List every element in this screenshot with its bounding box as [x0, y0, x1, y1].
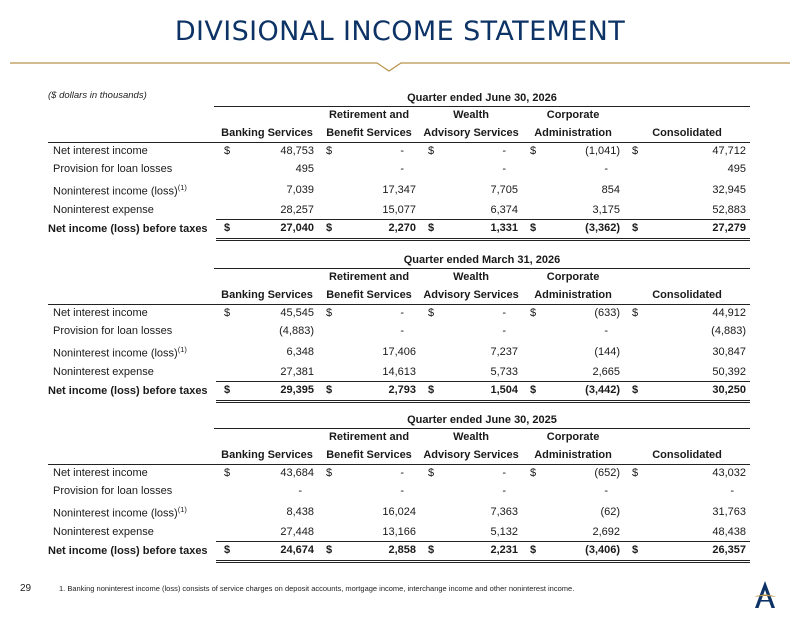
cell-value: 2,665 [538, 364, 624, 382]
period-heading: Quarter ended June 30, 2026 [214, 92, 750, 107]
page-number: 29 [20, 583, 32, 594]
currency-symbol [420, 202, 436, 220]
currency-symbol: $ [522, 382, 538, 402]
cell-value: 27,448 [232, 524, 318, 542]
currency-symbol: $ [326, 145, 333, 157]
currency-symbol: $ [318, 220, 334, 240]
row-label-text: Net interest income [53, 145, 148, 157]
stylized-a-logo-icon [748, 578, 782, 612]
currency-symbol [522, 340, 538, 364]
row-label [48, 143, 216, 161]
currency-symbol [216, 340, 232, 364]
column-header [216, 268, 318, 286]
currency-symbol [420, 524, 436, 542]
currency-symbol: $ [530, 307, 537, 319]
currency-symbol [318, 178, 334, 202]
header-spacer [48, 286, 216, 305]
cell-value: - [502, 145, 507, 157]
column-header: Consolidated [624, 446, 750, 465]
cell-value: (652) [594, 467, 621, 479]
table-row [48, 143, 750, 161]
currency-symbol [216, 161, 232, 179]
cell-value: - [502, 162, 507, 175]
cell-value: 50,392 [640, 364, 750, 382]
footnote-marker: (1) [177, 183, 187, 193]
currency-symbol [522, 524, 538, 542]
currency-symbol [318, 161, 334, 179]
cell-value: (4,883) [279, 324, 314, 337]
currency-symbol: $ [624, 542, 640, 562]
cell-value: - [400, 324, 405, 337]
period-heading: Quarter ended March 31, 2026 [214, 254, 750, 269]
cell-value: 27,040 [232, 220, 318, 240]
cell-value: - [400, 307, 405, 319]
currency-symbol [318, 524, 334, 542]
column-header: Banking Services [216, 446, 318, 465]
row-label-text: Noninterest expense [53, 526, 154, 539]
column-header: Benefit Services [318, 286, 420, 305]
currency-symbol: $ [420, 542, 436, 562]
cell-value: 27,381 [232, 364, 318, 382]
cell-value: - [604, 162, 609, 175]
cell-value: 2,270 [334, 220, 420, 240]
currency-symbol: $ [530, 467, 537, 479]
table-row [48, 323, 750, 341]
row-label-text: Net income (loss) before taxes [48, 544, 208, 557]
column-header: Wealth [453, 431, 489, 443]
row-label [48, 340, 216, 364]
cell-value: 52,883 [640, 202, 750, 220]
cell-value: 6,348 [286, 345, 314, 358]
currency-symbol: $ [420, 220, 436, 240]
currency-symbol [522, 202, 538, 220]
row-label-text: Noninterest income (loss) [53, 507, 178, 520]
column-header [624, 268, 750, 286]
table-row [48, 483, 750, 501]
cell-value: (3,406) [538, 542, 624, 562]
column-header [624, 428, 750, 446]
cell-value: 30,847 [712, 345, 747, 358]
cell-value: 29,395 [232, 382, 318, 402]
cell-value: - [502, 307, 507, 319]
currency-symbol [624, 500, 640, 524]
cell-value: 5,132 [436, 524, 522, 542]
cell-value: 13,166 [334, 524, 420, 542]
cell-value: 44,912 [712, 307, 747, 319]
header-spacer [48, 124, 216, 143]
cell-value: 24,674 [232, 542, 318, 562]
currency-symbol [318, 500, 334, 524]
currency-symbol: $ [428, 145, 435, 157]
column-header: Wealth [453, 271, 489, 283]
cell-value: 495 [295, 162, 314, 175]
currency-symbol [318, 323, 334, 341]
currency-symbol: $ [216, 220, 232, 240]
cell-value: 43,032 [712, 467, 747, 479]
income-table [48, 428, 750, 563]
currency-symbol: $ [632, 307, 639, 319]
currency-symbol: $ [326, 467, 333, 479]
cell-value: 7,039 [286, 183, 314, 196]
cell-value: - [502, 324, 507, 337]
row-label-text: Provision for loan losses [53, 162, 173, 175]
currency-symbol [420, 340, 436, 364]
cell-value: 47,712 [712, 145, 747, 157]
cell-value: 32,945 [712, 183, 747, 196]
table-row [48, 305, 750, 323]
cell-value: 48,438 [640, 524, 750, 542]
cell-value: 2,858 [334, 542, 420, 562]
currency-symbol: $ [420, 382, 436, 402]
row-label [48, 161, 216, 179]
currency-symbol: $ [318, 382, 334, 402]
column-header: Advisory Services [420, 446, 522, 465]
row-label [48, 323, 216, 341]
cell-value: 7,363 [490, 505, 519, 518]
row-label [48, 483, 216, 501]
currency-symbol [216, 483, 232, 501]
currency-symbol [522, 364, 538, 382]
cell-value: 45,545 [280, 307, 314, 319]
currency-symbol [624, 524, 640, 542]
cell-value: 2,231 [436, 542, 522, 562]
table-row [48, 364, 750, 382]
row-label [48, 382, 216, 402]
title-divider [10, 62, 790, 72]
column-header: Banking Services [216, 124, 318, 143]
cell-value: 2,692 [538, 524, 624, 542]
cell-value: 17,406 [382, 345, 417, 358]
row-label-text: Provision for loan losses [53, 324, 173, 337]
currency-symbol [318, 202, 334, 220]
currency-symbol: $ [632, 467, 639, 479]
currency-symbol: $ [428, 467, 435, 479]
currency-symbol [216, 364, 232, 382]
header-spacer [48, 446, 216, 465]
row-label [48, 178, 216, 202]
footnote: 1. Banking noninterest income (loss) consists of service charges on deposit accounts, mortgage income, interchange income and other noninterest income. [59, 584, 575, 593]
currency-symbol [420, 500, 436, 524]
cell-value: 1,331 [436, 220, 522, 240]
cell-value: 28,257 [232, 202, 318, 220]
cell-value: - [298, 484, 302, 497]
table-row [48, 500, 750, 524]
units-note: ($ dollars in thousands) [48, 90, 147, 101]
cell-value: 6,374 [436, 202, 522, 220]
column-header: Corporate [546, 271, 600, 283]
column-header: Benefit Services [318, 124, 420, 143]
cell-value: 3,175 [538, 202, 624, 220]
cell-value: (3,442) [538, 382, 624, 402]
column-header: Retirement and [328, 271, 410, 283]
currency-symbol [522, 161, 538, 179]
column-header: Administration [522, 124, 624, 143]
row-label-text: Noninterest income (loss) [53, 185, 178, 198]
cell-value: 16,024 [382, 505, 417, 518]
cell-value: (4,883) [711, 324, 747, 337]
cell-value: (1,041) [585, 145, 621, 157]
currency-symbol: $ [326, 307, 333, 319]
row-label-text: Noninterest income (loss) [53, 347, 178, 360]
cell-value: - [502, 484, 507, 497]
column-header: Administration [522, 446, 624, 465]
currency-symbol: $ [224, 307, 231, 319]
currency-symbol [624, 364, 640, 382]
cell-value: - [400, 162, 405, 175]
cell-value: 8,438 [286, 505, 314, 518]
cell-value: - [400, 484, 405, 497]
currency-symbol: $ [624, 220, 640, 240]
row-label [48, 364, 216, 382]
table-row [48, 220, 750, 240]
currency-symbol: $ [522, 542, 538, 562]
row-label [48, 220, 216, 240]
cell-value: 48,753 [280, 145, 314, 157]
row-label-text: Noninterest expense [53, 204, 154, 217]
cell-value: 854 [601, 183, 621, 196]
currency-symbol: $ [522, 220, 538, 240]
period-heading: Quarter ended June 30, 2025 [214, 414, 750, 429]
currency-symbol: $ [632, 145, 639, 157]
currency-symbol [216, 178, 232, 202]
currency-symbol [318, 483, 334, 501]
currency-symbol [216, 202, 232, 220]
row-label [48, 542, 216, 562]
currency-symbol [624, 178, 640, 202]
row-label-text: Net income (loss) before taxes [48, 384, 208, 397]
table-row [48, 340, 750, 364]
column-header: Retirement and [328, 109, 410, 121]
column-header: Advisory Services [420, 286, 522, 305]
cell-value: - [502, 467, 507, 479]
column-header [216, 106, 318, 124]
currency-symbol [522, 483, 538, 501]
column-header: Wealth [453, 109, 489, 121]
cell-value: (633) [594, 307, 621, 319]
currency-symbol: $ [530, 145, 537, 157]
row-label [48, 202, 216, 220]
table-row [48, 178, 750, 202]
cell-value: 30,250 [640, 382, 750, 402]
currency-symbol [522, 323, 538, 341]
currency-symbol [624, 483, 640, 501]
currency-symbol [420, 364, 436, 382]
cell-value: - [400, 467, 405, 479]
column-header: Consolidated [624, 124, 750, 143]
column-header: Advisory Services [420, 124, 522, 143]
header-spacer [48, 428, 216, 446]
income-table [48, 106, 750, 241]
cell-value: 31,763 [712, 505, 747, 518]
currency-symbol [216, 524, 232, 542]
cell-value: (62) [600, 505, 621, 518]
currency-symbol [420, 323, 436, 341]
currency-symbol: $ [318, 542, 334, 562]
row-label [48, 305, 216, 323]
cell-value: 17,347 [382, 183, 417, 196]
column-header: Banking Services [216, 286, 318, 305]
currency-symbol: $ [224, 467, 231, 479]
table-row [48, 542, 750, 562]
row-label [48, 500, 216, 524]
currency-symbol: $ [216, 542, 232, 562]
column-header: Retirement and [328, 431, 410, 443]
currency-symbol [420, 483, 436, 501]
table-row [48, 465, 750, 483]
table-row [48, 524, 750, 542]
currency-symbol [522, 500, 538, 524]
cell-value: 2,793 [334, 382, 420, 402]
column-header: Consolidated [624, 286, 750, 305]
row-label-text: Net interest income [53, 467, 148, 479]
row-label-text: Net income (loss) before taxes [48, 222, 208, 235]
currency-symbol [624, 340, 640, 364]
currency-symbol [420, 161, 436, 179]
footnote-marker: (1) [177, 505, 187, 515]
cell-value: 15,077 [334, 202, 420, 220]
income-table [48, 268, 750, 403]
currency-symbol: $ [216, 382, 232, 402]
cell-value: 7,705 [490, 183, 519, 196]
row-label-text: Provision for loan losses [53, 484, 173, 497]
cell-value: (3,362) [538, 220, 624, 240]
column-header: Benefit Services [318, 446, 420, 465]
currency-symbol: $ [224, 145, 231, 157]
column-header [624, 106, 750, 124]
column-header: Administration [522, 286, 624, 305]
cell-value: - [604, 324, 609, 337]
currency-symbol [318, 340, 334, 364]
row-label [48, 465, 216, 483]
footnote-marker: (1) [177, 345, 187, 355]
currency-symbol [216, 323, 232, 341]
cell-value: - [730, 484, 735, 497]
cell-value: - [400, 145, 405, 157]
cell-value: 14,613 [334, 364, 420, 382]
table-row [48, 382, 750, 402]
cell-value: - [604, 484, 609, 497]
currency-symbol [624, 202, 640, 220]
currency-symbol [216, 500, 232, 524]
currency-symbol [420, 178, 436, 202]
column-header [216, 428, 318, 446]
table-row [48, 202, 750, 220]
currency-symbol: $ [624, 382, 640, 402]
column-header: Corporate [546, 431, 600, 443]
cell-value: 27,279 [640, 220, 750, 240]
row-label [48, 524, 216, 542]
cell-value: 495 [727, 162, 747, 175]
page-title: DIVISIONAL INCOME STATEMENT [174, 16, 626, 47]
currency-symbol: $ [428, 307, 435, 319]
column-header: Corporate [546, 109, 600, 121]
cell-value: 43,684 [280, 467, 314, 479]
cell-value: 1,504 [436, 382, 522, 402]
table-row [48, 161, 750, 179]
currency-symbol [624, 323, 640, 341]
cell-value: 7,237 [490, 345, 519, 358]
row-label-text: Net interest income [53, 307, 148, 319]
cell-value: (144) [594, 345, 621, 358]
row-label-text: Noninterest expense [53, 366, 154, 379]
header-spacer [48, 268, 216, 286]
currency-symbol [522, 178, 538, 202]
cell-value: 26,357 [640, 542, 750, 562]
header-spacer [48, 106, 216, 124]
cell-value: 5,733 [436, 364, 522, 382]
currency-symbol [318, 364, 334, 382]
currency-symbol [624, 161, 640, 179]
